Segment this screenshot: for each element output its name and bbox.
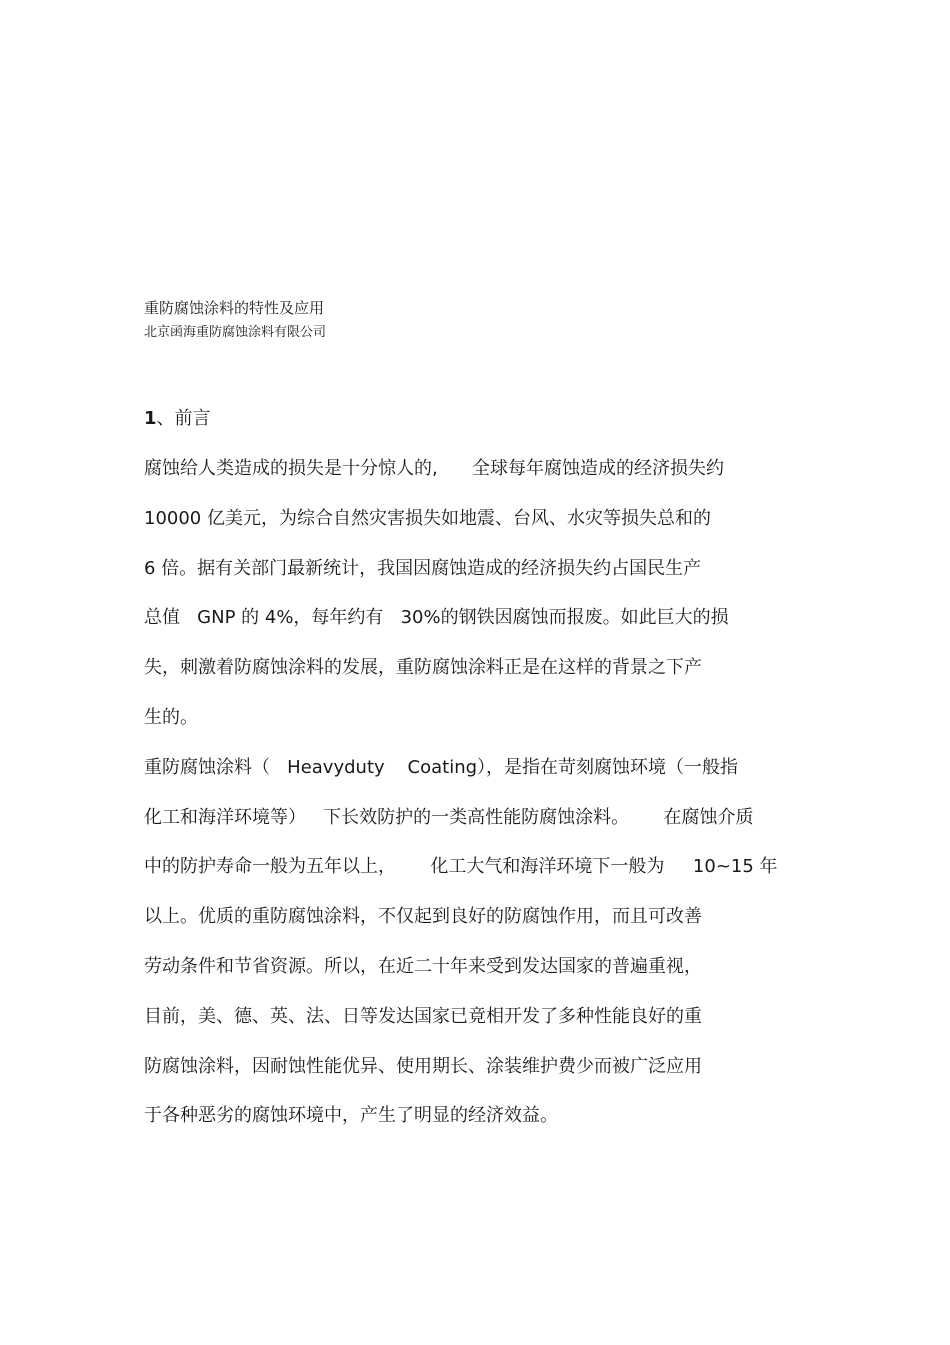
text-line: 10000 亿美元，为综合自然灾害损失如地震、台风、水灾等损失总和的: [144, 507, 711, 529]
section-separator: 、: [156, 408, 175, 429]
text-line: 于各种恶劣的腐蚀环境中，产生了明显的经济效益。: [144, 1105, 558, 1127]
section-title: 前言: [174, 408, 211, 429]
document-title: 重防腐蚀涂料的特性及应用: [144, 299, 325, 317]
text-line: 化工和海洋环境等） 下长效防护的一类高性能防腐蚀涂料。 在腐蚀介质: [144, 806, 754, 828]
text-line: 目前，美、德、英、法、日等发达国家已竟相开发了多种性能良好的重: [144, 1005, 702, 1027]
section-number: 1: [144, 408, 157, 429]
body-text: [144, 457, 824, 1154]
text-line: 重防腐蚀涂料（ Heavyduty Coating），是指在苛刻腐蚀环境（一般指: [144, 756, 739, 778]
text-line: 中的防护寿命一般为五年以上， 化工大气和海洋环境下一般为 10~15 年: [144, 856, 778, 878]
text-line: 生的。: [144, 706, 198, 728]
text-line: 以上。优质的重防腐蚀涂料，不仅起到良好的防腐蚀作用，而且可改善: [144, 906, 702, 928]
text-line: 6 倍。据有关部门最新统计，我国因腐蚀造成的经济损失约占国民生产: [144, 557, 702, 579]
text-line: 防腐蚀涂料，因耐蚀性能优异、使用期长、涂装维护费少而被广泛应用: [144, 1055, 702, 1077]
text-line: 总值 GNP 的 4%，每年约有 30%的钢铁因腐蚀而报废。如此巨大的损: [144, 607, 729, 629]
text-line: 失，刺激着防腐蚀涂料的发展，重防腐蚀涂料正是在这样的背景之下产: [144, 657, 702, 679]
text-line: 劳动条件和节省资源。所以，在近二十年来受到发达国家的普遍重视，: [144, 955, 702, 977]
document-author: 北京函海重防腐蚀涂料有限公司: [144, 325, 327, 340]
text-line: 腐蚀给人类造成的损失是十分惊人的, 全球每年腐蚀造成的经济损失约: [144, 458, 725, 479]
section-heading: [144, 407, 211, 431]
